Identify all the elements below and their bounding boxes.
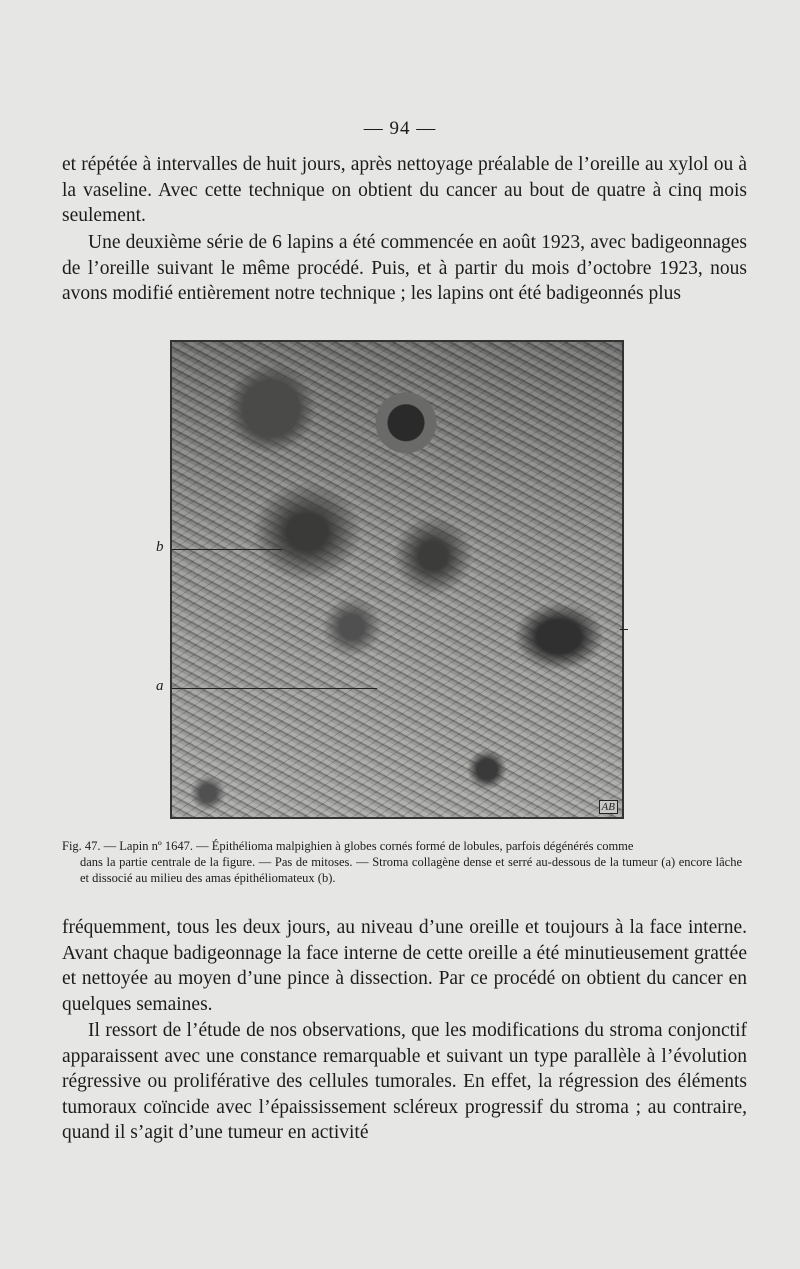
paragraph-3: fréquemment, tous les deux jours, au niveau d’une oreille et toujours à la face interne. Avant chaque badigeonnage la face interne de cette oreille a été minutieusement grattée et nettoyée au moyen d’une pince à dissection. Par ce procédé on obtient du cancer en quelques semaines. <box>62 917 747 1015</box>
figure-leader-line-b <box>172 549 282 550</box>
paragraph-1: et répétée à intervalles de huit jours, après nettoyage préalable de l’oreille au xylol ou à la vaseline. Avec cette technique on obtient du cancer au bout de quatre à cinq mois seulement. <box>62 154 747 226</box>
paragraph-4: Il ressort de l’étude de nos observations, que les modifications du stroma conjonctif apparaissent avec une constance remarquable et suivant un type parallèle à l’évolution régressive ou proliférative des cellules tumorales. En effet, la régression des éléments tumoraux coïncide avec l’épaississement scléreux progressif du stroma ; au contraire, quand il s’agit d’une tumeur en activité <box>62 1020 747 1143</box>
caption-continuation: dans la partie centrale de la figure. — Pas de mitoses. — Stroma collagène dense et serré au-dessous de la tumeur (a) encore lâche et dissocié au milieu des amas épithéliomateux (b). <box>80 855 742 885</box>
caption-line-1: Fig. 47. — Lapin nº 1647. — Épithélioma malpighien à globes cornés formé de lobules, parfois dégénérés comme <box>62 839 634 853</box>
paragraph-2: Une deuxième série de 6 lapins a été commencée en août 1923, avec badigeonnages de l’oreille suivant le même procédé. Puis, et à partir du mois d’octobre 1923, nous avons modifié entièrement notre technique ; les lapins ont été badigeonnés plus <box>62 232 747 304</box>
page-number: — 94 — <box>363 118 437 139</box>
figure-leader-line-a <box>172 688 377 689</box>
figure-right-tick <box>620 629 628 630</box>
figure-signature: AB <box>599 800 618 814</box>
histology-figure <box>170 340 624 819</box>
figure-label-b: b <box>156 539 164 555</box>
figure-caption <box>62 838 742 886</box>
figure-label-a: a <box>156 678 164 694</box>
